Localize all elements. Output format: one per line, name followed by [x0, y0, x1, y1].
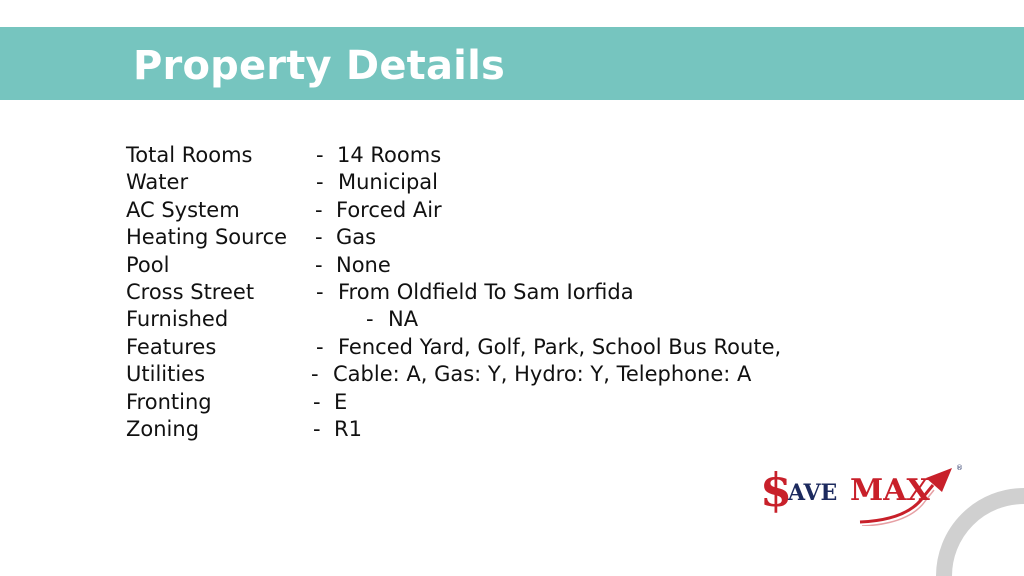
logo-dollar-glyph: $ — [760, 463, 793, 517]
detail-separator: - — [311, 362, 319, 387]
logo-registered-mark: ® — [956, 464, 963, 472]
detail-label: AC System — [126, 197, 240, 222]
detail-separator: - — [315, 197, 323, 222]
detail-value: Fenced Yard, Golf, Park, School Bus Route, — [338, 334, 782, 359]
detail-value: Municipal — [338, 170, 438, 195]
detail-separator: - — [316, 170, 324, 195]
detail-label: Utilities — [126, 362, 206, 387]
detail-label: Fronting — [126, 389, 212, 414]
detail-value: Gas — [336, 225, 377, 250]
detail-label: Zoning — [126, 416, 200, 441]
detail-value: None — [336, 252, 391, 277]
detail-label: Heating Source — [126, 225, 288, 250]
detail-label: Features — [126, 334, 217, 359]
detail-separator: - — [315, 252, 323, 277]
detail-value: From Oldfield To Sam Iorfida — [338, 279, 634, 304]
detail-separator: - — [316, 143, 324, 167]
detail-label: Total Rooms — [126, 143, 253, 167]
detail-value: R1 — [334, 416, 362, 441]
detail-value: NA — [388, 307, 419, 332]
detail-separator: - — [366, 307, 374, 332]
detail-separator: - — [316, 334, 324, 359]
detail-separator: - — [313, 416, 321, 441]
detail-separator: - — [313, 389, 321, 414]
detail-separator: - — [315, 225, 323, 250]
save-max-logo — [758, 460, 968, 526]
logo-ave-text: AVE — [788, 480, 838, 506]
detail-label: Furnished — [126, 307, 229, 332]
detail-label: Water — [126, 170, 189, 195]
detail-value: E — [334, 389, 348, 414]
detail-label: Pool — [126, 252, 170, 277]
slide-title: Property Details — [133, 43, 506, 89]
detail-separator: - — [316, 279, 324, 304]
detail-label: Cross Street — [126, 279, 255, 304]
detail-value: Forced Air — [336, 197, 442, 222]
logo-max-text: MAX — [850, 473, 930, 508]
detail-value: Cable: A, Gas: Y, Hydro: Y, Telephone: A — [333, 362, 752, 387]
detail-value: 14 Rooms — [337, 143, 442, 167]
